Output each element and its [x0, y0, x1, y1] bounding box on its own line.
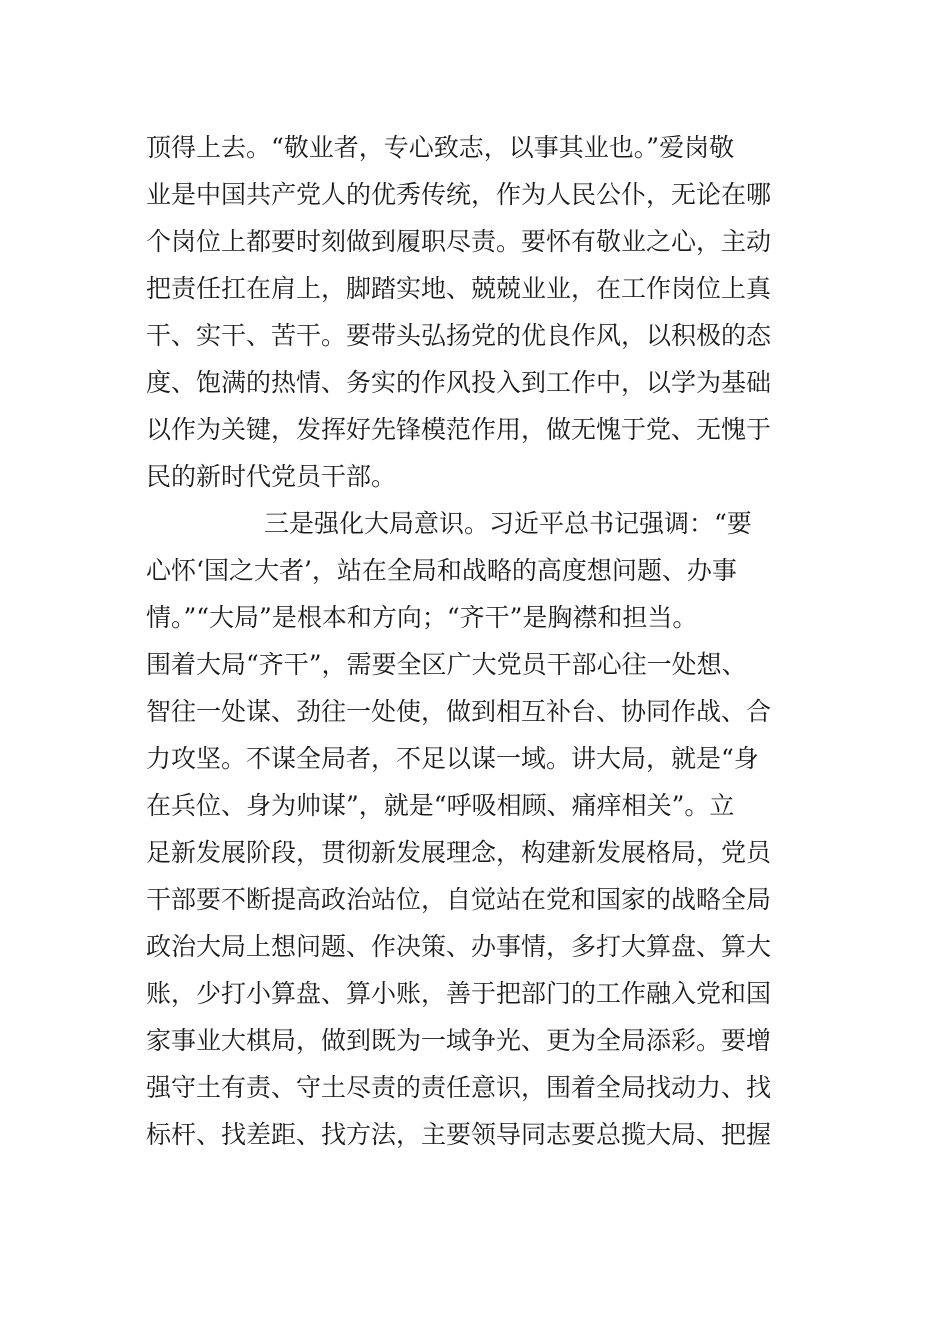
text-line: 把责任扛在肩上，脚踏实地、兢兢业业，在工作岗位上真 [146, 274, 772, 303]
text-line: 心怀‘国之大者’，站在全局和战略的高度想问题、办事 [146, 556, 737, 585]
text-line: 强守土有责、守土尽责的责任意识，围着全局找动力、找 [146, 1073, 772, 1102]
text-line: 围着大局“齐干”，需要全区广大党员干部心往一处想、 [146, 650, 747, 679]
text-line: 标杆、找差距、找方法，主要领导同志要总揽大局、把握 [146, 1120, 772, 1149]
text-line: 足新发展阶段，贯彻新发展理念，构建新发展格局，党员 [146, 838, 772, 867]
text-line: 业是中国共产党人的优秀传统，作为人民公仆，无论在哪 [146, 180, 772, 209]
text-line: 顶得上去。“敬业者，专心致志，以事其业也。”爱岗敬 [146, 133, 735, 162]
text-line: 度、饱满的热情、务实的作风投入到工作中，以学为基础 [146, 368, 772, 397]
text-line: 政治大局上想问题、作决策、办事情，多打大算盘、算大 [146, 932, 772, 961]
paragraph-start-line: 三是强化大局意识。习近平总书记强调：“要 [264, 509, 752, 538]
text-line: 民的新时代党员干部。 [146, 462, 397, 491]
text-line: 情。”“大局”是根本和方向；“齐干”是胸襟和担当。 [146, 603, 698, 632]
text-line: 智往一处谋、劲往一处使，做到相互补台、协同作战、合 [146, 697, 772, 726]
text-line: 账，少打小算盘、算小账，善于把部门的工作融入党和国 [146, 979, 772, 1008]
text-line: 以作为关键，发挥好先锋模范作用，做无愧于党、无愧于 [146, 415, 772, 444]
text-line: 在兵位、身为帅谋”，就是“呼吸相顾、痛痒相关”。立 [146, 791, 735, 820]
text-line: 干、实干、苦干。要带头弘扬党的优良作风，以积极的态 [146, 321, 772, 350]
text-line: 力攻坚。不谋全局者，不足以谋一域。讲大局，就是“身 [146, 744, 759, 773]
text-line: 干部要不断提高政治站位，自觉站在党和国家的战略全局 [146, 885, 772, 914]
text-line: 家事业大棋局，做到既为一域争光、更为全局添彩。要增 [146, 1026, 772, 1055]
body-text [146, 124, 806, 1158]
text-line: 个岗位上都要时刻做到履职尽责。要怀有敬业之心，主动 [146, 227, 772, 256]
